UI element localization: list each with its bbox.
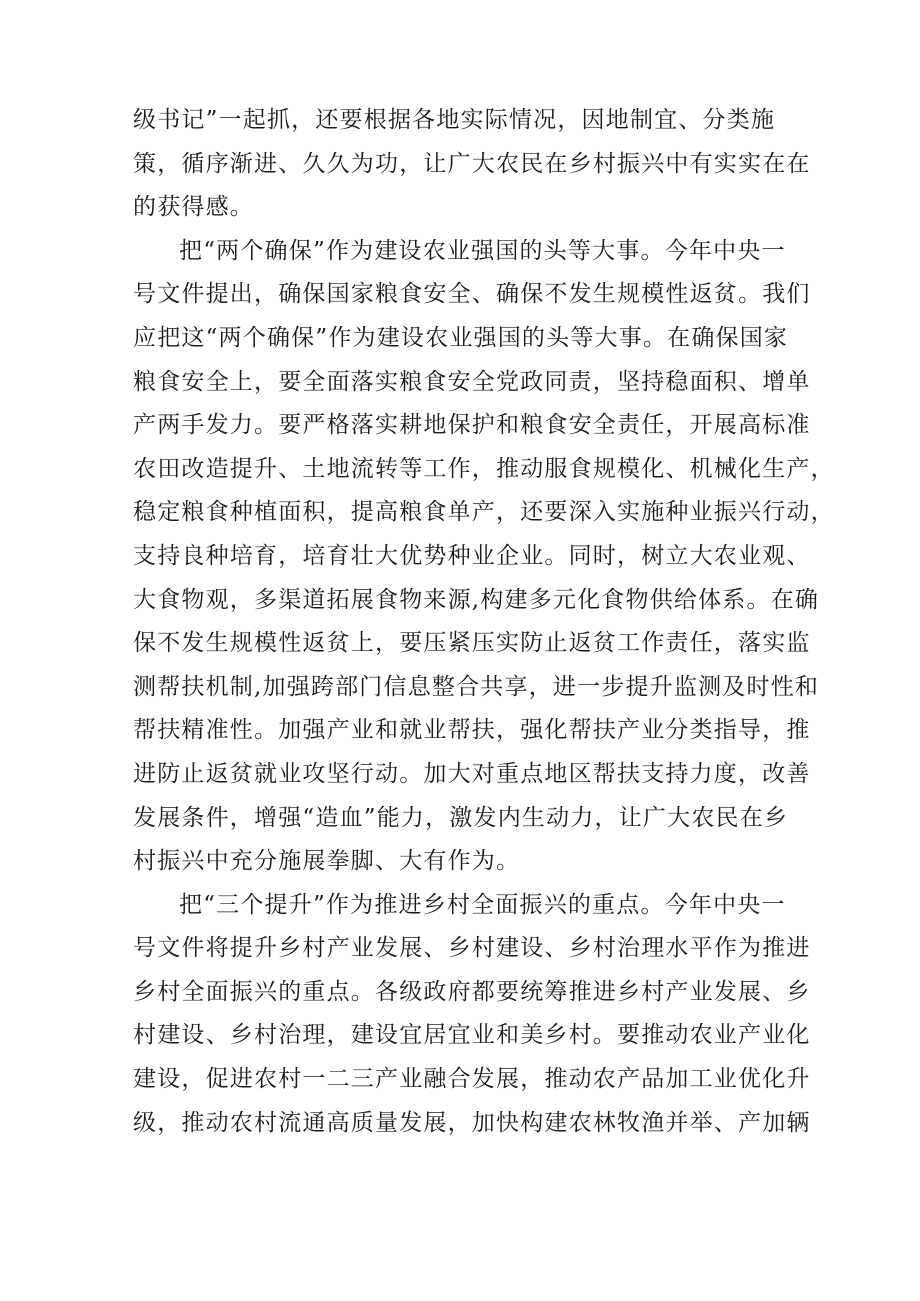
text-line: 帮扶精准性。加强产业和就业帮扶，强化帮扶产业分类指导，推 — [133, 717, 811, 744]
text-line: 发展条件，增强“造血”能力，激发内生动力，让广大农民在乡 — [133, 804, 789, 831]
text-line: 号文件将提升乡村产业发展、乡村建设、乡村治理水平作为推进 — [133, 935, 811, 962]
text-line: 把“两个确保”作为建设农业强国的头等大事。今年中央一 — [179, 237, 786, 264]
text-line: 级书记”一起抓，还要根据各地实际情况，因地制宜、分类施 — [133, 107, 776, 133]
text-line: 测帮扶机制,加强跨部门信息整合共享，进一步提升监测及时性和 — [133, 673, 820, 700]
paragraph-three-improvements — [133, 884, 811, 1146]
text-line: 村建设、乡村治理，建设宜居宜业和美乡村。要推动农业产业化 — [133, 1022, 811, 1049]
text-line: 的获得感。 — [133, 194, 254, 221]
text-line: 级，推动农村流通高质量发展，加快构建农林牧渔并举、产加辆 — [133, 1109, 811, 1136]
text-line: 把“三个提升”作为推进乡村全面振兴的重点。今年中央一 — [179, 891, 786, 918]
text-line: 保不发生规模性返贫上，要压紧压实防止返贫工作责任，落实监 — [133, 630, 811, 657]
document-body — [133, 99, 835, 1145]
text-line: 粮食安全上，要全面落实粮食安全党政同责，坚持稳面积、增单 — [133, 368, 811, 395]
text-line: 村振兴中充分施展拳脚、大有作为。 — [133, 848, 521, 875]
text-line: 乡村全面振兴的重点。各级政府都要统筹推进乡村产业发展、乡 — [133, 978, 811, 1005]
text-line: 稳定粮食种植面积，提高粮食单产，还要深入实施种业振兴行动， — [133, 499, 835, 526]
text-line: 策，循序渐进、久久为功，让广大农民在乡村振兴中有实实在在 — [133, 150, 811, 177]
text-line: 号文件提出，确保国家粮食安全、确保不发生规模性返贫。我们 — [133, 281, 811, 308]
text-line: 大食物观，多渠道拓展食物来源,构建多元化食物供给体系。在确 — [133, 586, 820, 613]
text-line: 产两手发力。要严格落实耕地保护和粮食安全责任，开展高标准 — [133, 412, 811, 439]
text-line: 建设，促进农村一二三产业融合发展，推动农产品加工业优化升 — [133, 1066, 811, 1093]
text-line: 支持良种培育，培育壮大优势种业企业。同时，树立大农业观、 — [133, 542, 811, 569]
text-line: 应把这“两个确保”作为建设农业强国的头等大事。在确保国家 — [133, 324, 789, 351]
text-line: 进防止返贫就业攻坚行动。加大对重点地区帮扶支持力度，改善 — [133, 760, 811, 787]
paragraph-continuation — [133, 99, 811, 230]
text-line: 农田改造提升、土地流转等工作，推动服食规模化、机械化生产， — [133, 455, 835, 482]
paragraph-two-guarantees — [133, 230, 835, 884]
